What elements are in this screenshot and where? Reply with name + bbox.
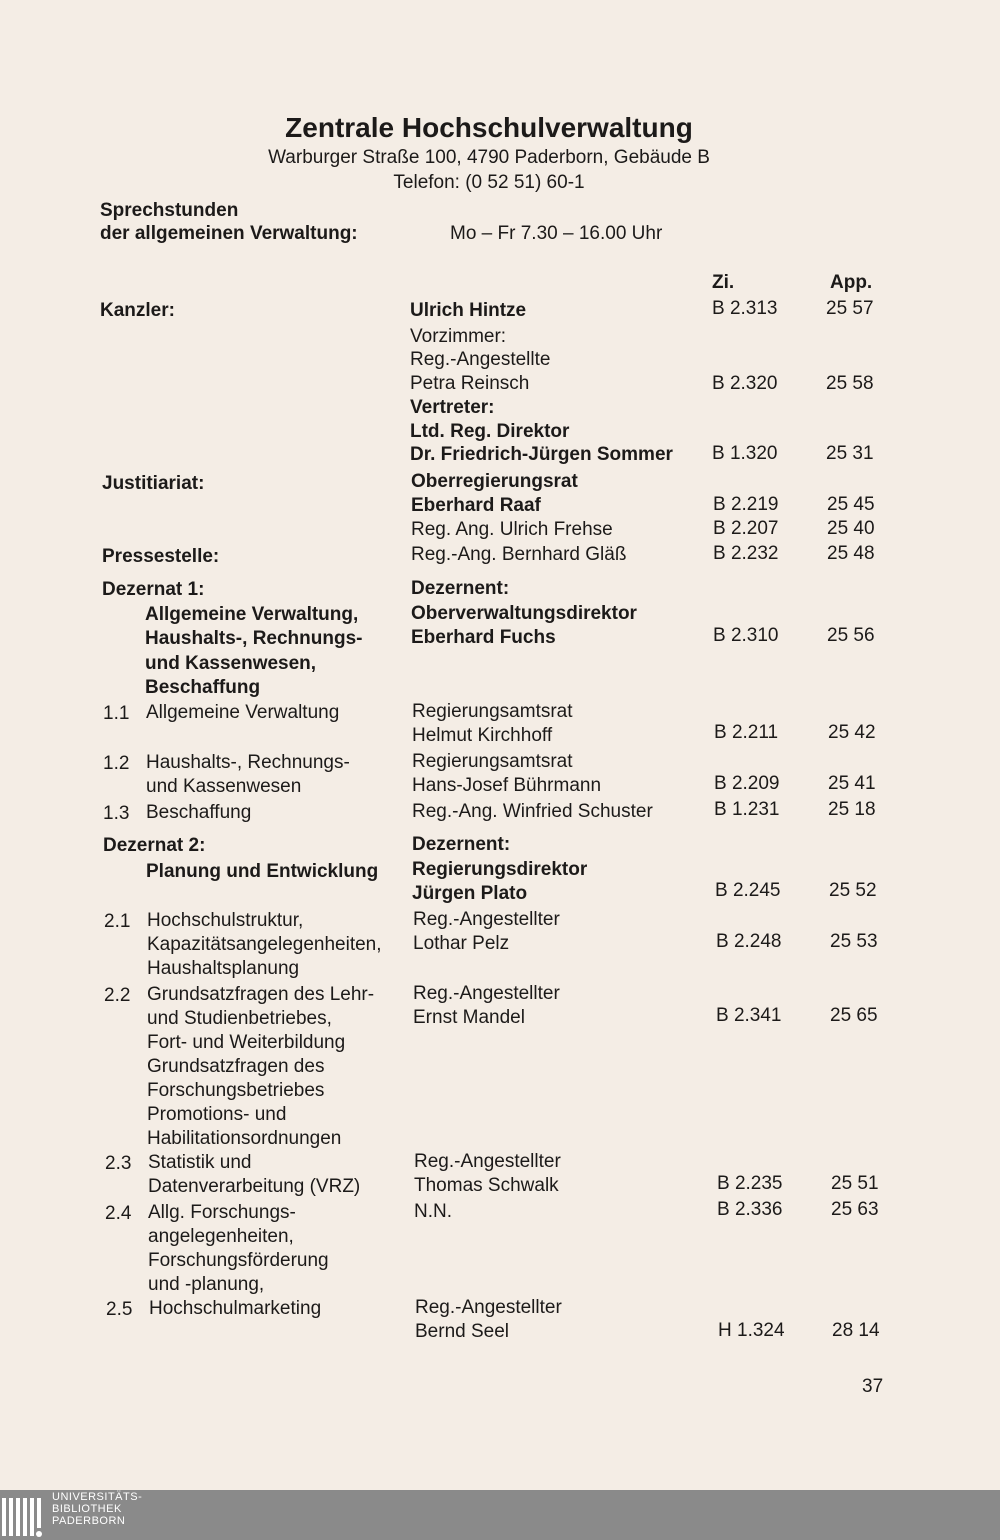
deputy-phone: 25 31 bbox=[826, 443, 874, 464]
s12-phone: 25 41 bbox=[828, 773, 876, 794]
kanzler-room: B 2.313 bbox=[712, 298, 778, 319]
s11-phone: 25 42 bbox=[828, 722, 876, 743]
s23-phone: 25 51 bbox=[831, 1173, 879, 1194]
library-logo-icon bbox=[2, 1494, 46, 1538]
s23-name: Thomas Schwalk bbox=[414, 1175, 559, 1196]
dezernat2-desc: Planung und Entwicklung bbox=[146, 861, 379, 882]
s22-name: Ernst Mandel bbox=[413, 1007, 525, 1028]
dezernat2-head-title: Regierungsdirektor bbox=[412, 859, 588, 880]
dezernat1-head-phone: 25 56 bbox=[827, 625, 875, 646]
hours-label-2: der allgemeinen Verwaltung: bbox=[100, 223, 358, 244]
kanzler-label: Kanzler: bbox=[100, 300, 175, 321]
s12-number: 1.2 bbox=[103, 753, 130, 774]
justitiariat-phone-2: 25 40 bbox=[827, 518, 875, 539]
justitiariat-label: Justitiariat: bbox=[102, 473, 205, 494]
s25-title: Reg.-Angestellter bbox=[415, 1297, 562, 1318]
s21-phone: 25 53 bbox=[830, 931, 878, 952]
s22-desc-1: Grundsatzfragen des Lehr- bbox=[147, 984, 375, 1005]
s21-desc-2: Kapazitätsangelegenheiten, bbox=[147, 934, 382, 955]
column-header-phone: App. bbox=[830, 272, 873, 293]
s11-room: B 2.211 bbox=[714, 722, 779, 743]
s22-desc-2: und Studienbetriebes, bbox=[147, 1008, 332, 1029]
phone-number: Telefon: (0 52 51) 60-1 bbox=[393, 172, 585, 193]
s12-name: Hans-Josef Bührmann bbox=[412, 775, 602, 796]
justitiariat-title: Oberregierungsrat bbox=[411, 471, 578, 492]
s25-desc: Hochschulmarketing bbox=[149, 1298, 322, 1319]
s21-title: Reg.-Angestellter bbox=[413, 909, 560, 930]
s24-phone: 25 63 bbox=[831, 1199, 879, 1220]
presse-phone: 25 48 bbox=[827, 543, 875, 564]
s13-room: B 1.231 bbox=[714, 799, 780, 820]
s22-desc-5: Forschungsbetriebes bbox=[147, 1080, 325, 1101]
s13-number: 1.3 bbox=[103, 803, 130, 824]
hours-label-1: Sprechstunden bbox=[100, 200, 239, 221]
justitiariat-name: Eberhard Raaf bbox=[411, 495, 541, 516]
justitiariat-phone: 25 45 bbox=[827, 494, 875, 515]
s21-number: 2.1 bbox=[104, 911, 131, 932]
s11-name: Helmut Kirchhoff bbox=[412, 725, 553, 746]
s12-room: B 2.209 bbox=[714, 773, 780, 794]
page-number: 37 bbox=[862, 1376, 884, 1397]
s13-name: Reg.-Ang. Winfried Schuster bbox=[412, 801, 653, 822]
address: Warburger Straße 100, 4790 Paderborn, Gebäude B bbox=[268, 147, 710, 168]
s21-name: Lothar Pelz bbox=[413, 933, 510, 954]
dezernat2-head-phone: 25 52 bbox=[829, 880, 877, 901]
column-header-room: Zi. bbox=[712, 272, 735, 293]
s23-title: Reg.-Angestellter bbox=[414, 1151, 561, 1172]
presse-label: Pressestelle: bbox=[102, 546, 220, 567]
s24-desc-3: Forschungsförderung bbox=[148, 1250, 329, 1271]
s25-name: Bernd Seel bbox=[415, 1321, 510, 1342]
s13-desc: Beschaffung bbox=[146, 802, 252, 823]
s24-desc-1: Allg. Forschungs- bbox=[148, 1202, 296, 1223]
s24-name: N.N. bbox=[414, 1201, 452, 1222]
assistant-phone: 25 58 bbox=[826, 373, 874, 394]
s21-desc-3: Haushaltsplanung bbox=[147, 958, 300, 979]
presse-room: B 2.232 bbox=[713, 543, 779, 564]
justitiariat-name-2: Reg. Ang. Ulrich Frehse bbox=[411, 519, 613, 540]
dezernat1-desc-2: Haushalts-, Rechnungs- bbox=[145, 628, 363, 649]
s11-number: 1.1 bbox=[103, 703, 130, 724]
s11-desc: Allgemeine Verwaltung bbox=[146, 702, 340, 723]
deputy-label: Vertreter: bbox=[410, 397, 495, 418]
s25-room: H 1.324 bbox=[718, 1320, 785, 1341]
dezernat1-desc-4: Beschaffung bbox=[145, 677, 261, 698]
deputy-title: Ltd. Reg. Direktor bbox=[410, 421, 570, 442]
s21-desc-1: Hochschulstruktur, bbox=[147, 910, 304, 931]
logo-line-2: BIBLIOTHEK bbox=[52, 1503, 122, 1515]
s22-room: B 2.341 bbox=[716, 1005, 782, 1026]
s24-room: B 2.336 bbox=[717, 1199, 783, 1220]
dezernat2-head-label: Dezernent: bbox=[412, 834, 511, 855]
deputy-room: B 1.320 bbox=[712, 443, 778, 464]
dezernat1-head-name: Eberhard Fuchs bbox=[411, 627, 556, 648]
s25-phone: 28 14 bbox=[832, 1320, 880, 1341]
dezernat2-head-room: B 2.245 bbox=[715, 880, 781, 901]
dezernat2-label: Dezernat 2: bbox=[103, 835, 206, 856]
s22-phone: 25 65 bbox=[830, 1005, 878, 1026]
kanzler-name: Ulrich Hintze bbox=[410, 300, 527, 321]
assistant-room: B 2.320 bbox=[712, 373, 778, 394]
s21-room: B 2.248 bbox=[716, 931, 782, 952]
assistant-title: Reg.-Angestellte bbox=[410, 349, 551, 370]
library-footer bbox=[0, 1490, 1000, 1540]
s23-desc-1: Statistik und bbox=[148, 1152, 252, 1173]
dezernat1-head-title: Oberverwaltungsdirektor bbox=[411, 603, 637, 624]
s12-desc-2: und Kassenwesen bbox=[146, 776, 302, 797]
logo-line-3: PADERBORN bbox=[52, 1515, 126, 1527]
assistant-name: Petra Reinsch bbox=[410, 373, 530, 394]
s22-desc-3: Fort- und Weiterbildung bbox=[147, 1032, 346, 1053]
justitiariat-room-2: B 2.207 bbox=[713, 518, 779, 539]
dezernat1-desc-3: und Kassenwesen, bbox=[145, 653, 317, 674]
hours-value: Mo – Fr 7.30 – 16.00 Uhr bbox=[450, 223, 663, 244]
s12-desc-1: Haushalts-, Rechnungs- bbox=[146, 752, 350, 773]
s24-number: 2.4 bbox=[105, 1203, 132, 1224]
s13-phone: 25 18 bbox=[828, 799, 876, 820]
s22-desc-4: Grundsatzfragen des bbox=[147, 1056, 325, 1077]
s12-title: Regierungsamtsrat bbox=[412, 751, 573, 772]
deputy-name: Dr. Friedrich-Jürgen Sommer bbox=[410, 444, 673, 465]
presse-name: Reg.-Ang. Bernhard Gläß bbox=[411, 544, 627, 565]
s23-number: 2.3 bbox=[105, 1153, 132, 1174]
dezernat1-head-room: B 2.310 bbox=[713, 625, 779, 646]
logo-line-1: UNIVERSITÄTS- bbox=[52, 1491, 143, 1503]
s11-title: Regierungsamtsrat bbox=[412, 701, 573, 722]
dezernat2-head-name: Jürgen Plato bbox=[412, 883, 528, 904]
s24-desc-2: angelegenheiten, bbox=[148, 1226, 294, 1247]
dezernat1-head-label: Dezernent: bbox=[411, 578, 510, 599]
s22-desc-7: Habilitationsordnungen bbox=[147, 1128, 342, 1149]
page-title: Zentrale Hochschulverwaltung bbox=[285, 112, 693, 143]
s23-room: B 2.235 bbox=[717, 1173, 783, 1194]
s23-desc-2: Datenverarbeitung (VRZ) bbox=[148, 1176, 361, 1197]
library-logo-text bbox=[52, 1491, 142, 1527]
s24-desc-4: und -planung, bbox=[148, 1274, 265, 1295]
s25-number: 2.5 bbox=[106, 1299, 133, 1320]
s22-number: 2.2 bbox=[104, 985, 131, 1006]
s22-title: Reg.-Angestellter bbox=[413, 983, 560, 1004]
dezernat1-label: Dezernat 1: bbox=[102, 579, 205, 600]
s22-desc-6: Promotions- und bbox=[147, 1104, 287, 1125]
justitiariat-room: B 2.219 bbox=[713, 494, 779, 515]
vorzimmer-label: Vorzimmer: bbox=[410, 326, 507, 347]
kanzler-phone: 25 57 bbox=[826, 298, 874, 319]
dezernat1-desc-1: Allgemeine Verwaltung, bbox=[145, 604, 359, 625]
